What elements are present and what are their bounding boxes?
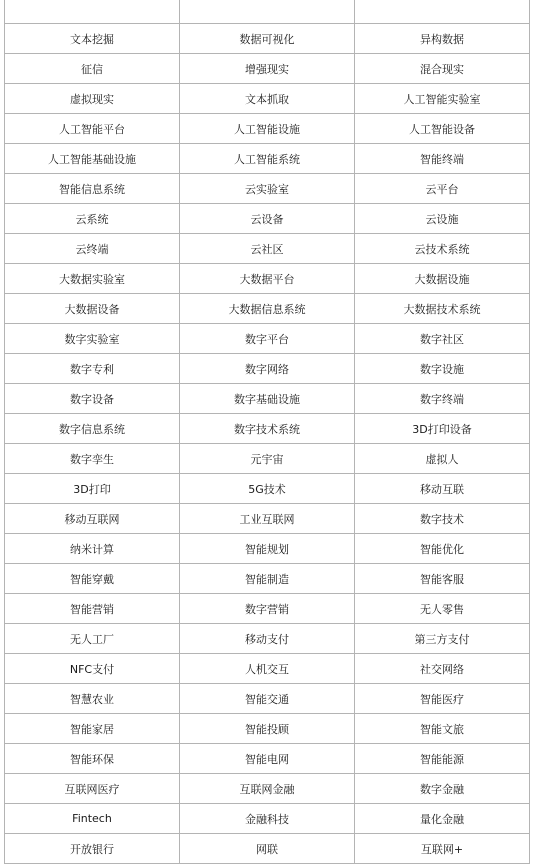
table-cell: 云平台 (355, 174, 530, 204)
table-cell: 智能穿戴 (5, 564, 180, 594)
table-row (5, 324, 530, 354)
table-row (5, 114, 530, 144)
table-cell: 文本挖掘 (5, 24, 180, 54)
table-cell: 智能投顾 (180, 714, 355, 744)
table-row (5, 624, 530, 654)
table-cell: 网联 (180, 834, 355, 864)
table-cell: 数字技术系统 (180, 414, 355, 444)
table-cell: 云系统 (5, 204, 180, 234)
table-row (5, 684, 530, 714)
table-cell: 数字终端 (355, 384, 530, 414)
table-cell: 大数据实验室 (5, 264, 180, 294)
table-cell: 数字技术 (355, 504, 530, 534)
table-cell: 文本抓取 (180, 84, 355, 114)
table-row (5, 444, 530, 474)
table-cell: 元宇宙 (180, 444, 355, 474)
table-cell (180, 0, 355, 24)
table-cell: 人工智能基础设施 (5, 144, 180, 174)
table-cell: 智能优化 (355, 534, 530, 564)
table-cell: 智能能源 (355, 744, 530, 774)
table-row (5, 804, 530, 834)
table-cell: 金融科技 (180, 804, 355, 834)
table-cell: 数字营销 (180, 594, 355, 624)
table-row (5, 384, 530, 414)
table-cell: 智能制造 (180, 564, 355, 594)
table-cell: 无人工厂 (5, 624, 180, 654)
table-cell: 数字实验室 (5, 324, 180, 354)
table-row (5, 294, 530, 324)
table-cell: 人工智能系统 (180, 144, 355, 174)
table-cell: 智能终端 (355, 144, 530, 174)
table-cell: 人工智能平台 (5, 114, 180, 144)
table-cell: 云社区 (180, 234, 355, 264)
table-cell: 智能营销 (5, 594, 180, 624)
table-cell: 智能交通 (180, 684, 355, 714)
table-row (5, 564, 530, 594)
table-cell: 大数据设备 (5, 294, 180, 324)
table-cell: 工业互联网 (180, 504, 355, 534)
table-cell: 智慧农业 (5, 684, 180, 714)
table-cell: 数字社区 (355, 324, 530, 354)
table-cell: 大数据信息系统 (180, 294, 355, 324)
table-cell: 数字基础设施 (180, 384, 355, 414)
table-cell: 开放银行 (5, 834, 180, 864)
table-cell: 异构数据 (355, 24, 530, 54)
table-row (5, 234, 530, 264)
table-cell: 混合现实 (355, 54, 530, 84)
table-cell: 移动支付 (180, 624, 355, 654)
table-cell: 量化金融 (355, 804, 530, 834)
table-row (5, 774, 530, 804)
table-cell: 云实验室 (180, 174, 355, 204)
table-cell: 云终端 (5, 234, 180, 264)
table-row (5, 534, 530, 564)
table-cell: 大数据技术系统 (355, 294, 530, 324)
table-row (5, 714, 530, 744)
table-cell: 虚拟现实 (5, 84, 180, 114)
table-cell: 数据可视化 (180, 24, 355, 54)
table-cell: 征信 (5, 54, 180, 84)
term-table-body (5, 0, 530, 864)
table-cell: 数字信息系统 (5, 414, 180, 444)
table-cell: 移动互联网 (5, 504, 180, 534)
table-cell: 人工智能设备 (355, 114, 530, 144)
table-cell: 数字设备 (5, 384, 180, 414)
table-cell: 云设施 (355, 204, 530, 234)
table-cell: 数字专利 (5, 354, 180, 384)
table-row (5, 54, 530, 84)
table-cell: 纳米计算 (5, 534, 180, 564)
table-row (5, 84, 530, 114)
table-cell: 人机交互 (180, 654, 355, 684)
table-cell (355, 0, 530, 24)
table-cell: 社交网络 (355, 654, 530, 684)
table-row (5, 744, 530, 774)
table-cell: 智能医疗 (355, 684, 530, 714)
table-cell: 增强现实 (180, 54, 355, 84)
table-row (5, 24, 530, 54)
table-cell: 智能文旅 (355, 714, 530, 744)
table-row (5, 204, 530, 234)
table-cell: 智能环保 (5, 744, 180, 774)
table-cell: 人工智能实验室 (355, 84, 530, 114)
table-cell: 5G技术 (180, 474, 355, 504)
table-cell: 移动互联 (355, 474, 530, 504)
table-row (5, 654, 530, 684)
table-cell: 数字孪生 (5, 444, 180, 474)
table-cell: Fintech (5, 804, 180, 834)
table-row (5, 264, 530, 294)
term-table (4, 0, 530, 864)
table-row (5, 474, 530, 504)
table-cell (5, 0, 180, 24)
table-cell: 智能规划 (180, 534, 355, 564)
table-cell: 数字金融 (355, 774, 530, 804)
table-row (5, 414, 530, 444)
table-row (5, 174, 530, 204)
table-cell: NFC支付 (5, 654, 180, 684)
table-cell: 智能客服 (355, 564, 530, 594)
table-cell: 虚拟人 (355, 444, 530, 474)
table-row (5, 834, 530, 864)
table-cell: 云设备 (180, 204, 355, 234)
table-cell: 数字设施 (355, 354, 530, 384)
table-cell: 互联网+ (355, 834, 530, 864)
table-cell: 互联网医疗 (5, 774, 180, 804)
table-cell: 3D打印 (5, 474, 180, 504)
table-cell: 云技术系统 (355, 234, 530, 264)
table-row (5, 144, 530, 174)
table-row (5, 594, 530, 624)
table-row (5, 504, 530, 534)
table-cell: 第三方支付 (355, 624, 530, 654)
table-cell: 人工智能设施 (180, 114, 355, 144)
table-cell: 互联网金融 (180, 774, 355, 804)
table-cell: 大数据设施 (355, 264, 530, 294)
table-cell: 数字网络 (180, 354, 355, 384)
table-cell: 无人零售 (355, 594, 530, 624)
table-cell: 数字平台 (180, 324, 355, 354)
table-cell: 智能电网 (180, 744, 355, 774)
table-cell: 大数据平台 (180, 264, 355, 294)
table-row (5, 0, 530, 24)
table-cell: 智能家居 (5, 714, 180, 744)
table-cell: 智能信息系统 (5, 174, 180, 204)
table-row (5, 354, 530, 384)
table-cell: 3D打印设备 (355, 414, 530, 444)
